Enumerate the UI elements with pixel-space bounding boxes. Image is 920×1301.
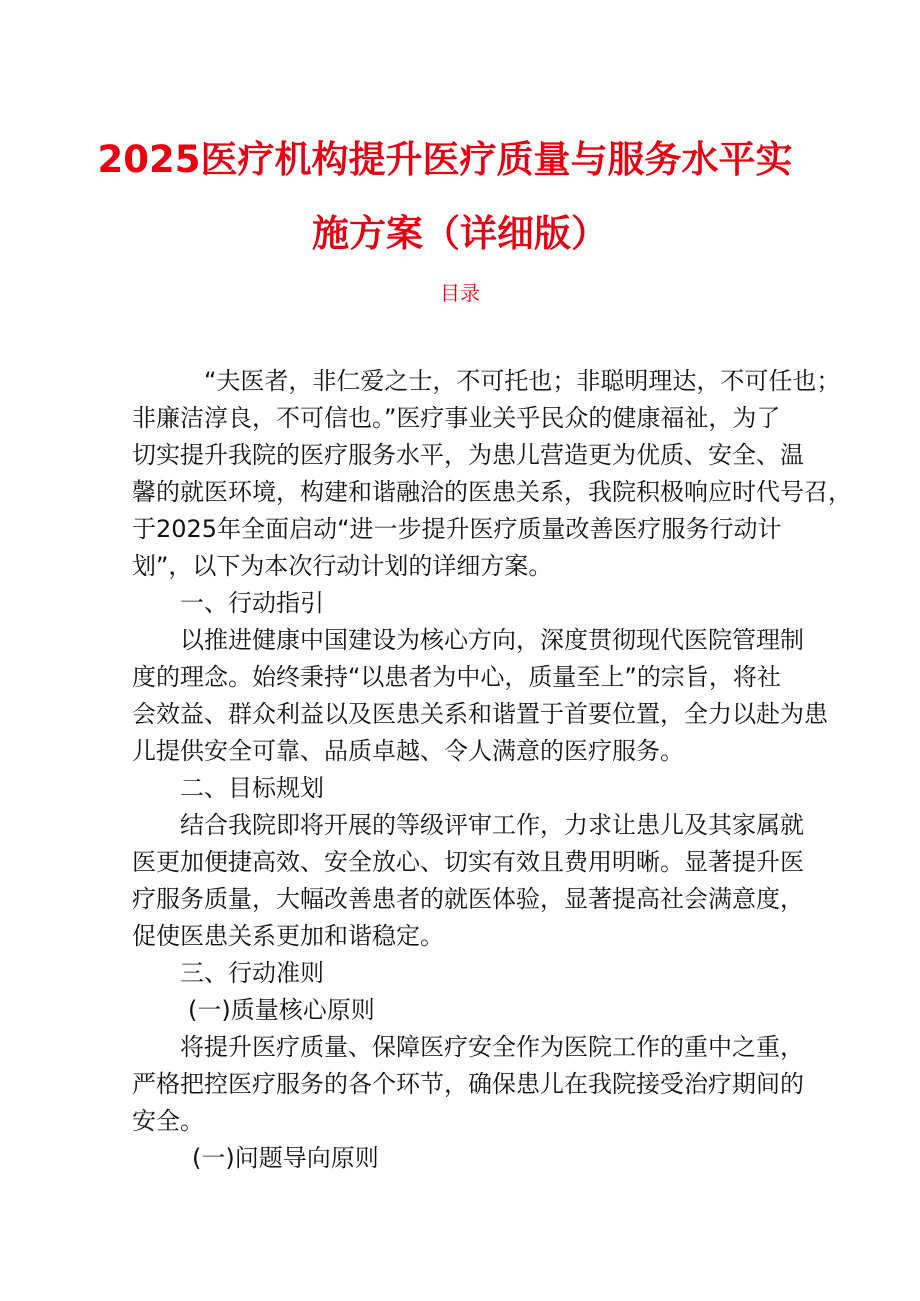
paragraph-line: 以推进健康中国建设为核心方向，深度贯彻现代医院管理制: [180, 626, 804, 654]
paragraph-line: 馨的就医环境，构建和谐融洽的医患关系，我院积极响应时代号召，: [132, 478, 852, 506]
subsection-heading: (一)问题导向原则: [192, 1144, 379, 1172]
paragraph-line: 儿提供安全可靠、品质卓越、令人满意的医疗服务。: [132, 737, 684, 765]
paragraph-line: 严格把控医疗服务的各个环节，确保患儿在我院接受治疗期间的: [132, 1070, 804, 1098]
paragraph-line: 度的理念。始终秉持“以患者为中心，质量至上”的宗旨，将社: [132, 663, 781, 691]
paragraph-line: 划”，以下为本次行动计划的详细方案。: [132, 552, 553, 580]
paragraph-line: 促使医患关系更加和谐稳定。: [132, 922, 444, 950]
document-title-line-1: 2025医疗机构提升医疗质量与服务水平实: [97, 138, 793, 181]
document-title-line-2: 施方案（详细版）: [312, 212, 608, 255]
section-heading: 一、行动指引: [180, 589, 324, 617]
paragraph-line: 切实提升我院的医疗服务水平，为患儿营造更为优质、安全、温: [132, 441, 804, 469]
paragraph-line: 医更加便捷高效、安全放心、切实有效且费用明晰。显著提升医: [132, 848, 804, 876]
paragraph-line: 于2025年全面启动“进一步提升医疗质量改善医疗服务行动计: [132, 515, 782, 543]
document-body: [132, 363, 852, 1177]
paragraph-line: 安全。: [132, 1107, 204, 1135]
section-heading: 三、行动准则: [180, 959, 324, 987]
paragraph-line: 将提升医疗质量、保障医疗安全作为医院工作的重中之重，: [180, 1033, 804, 1061]
paragraph-line: 疗服务质量，大幅改善患者的就医体验，显著提高社会满意度，: [132, 885, 804, 913]
toc-label: 目录: [440, 281, 480, 305]
paragraph-line: “夫医者，非仁爱之士，不可托也；非聪明理达，不可任也；: [204, 367, 841, 395]
paragraph-line: 会效益、群众利益以及医患关系和谐置于首要位置，全力以赴为患: [132, 700, 828, 728]
paragraph-line: 非廉洁淳良，不可信也。”医疗事业关乎民众的健康福祉，为了: [132, 404, 781, 432]
subsection-heading: (一)质量核心原则: [188, 996, 375, 1024]
section-heading: 二、目标规划: [180, 774, 324, 802]
paragraph-line: 结合我院即将开展的等级评审工作，力求让患儿及其家属就: [180, 811, 804, 839]
